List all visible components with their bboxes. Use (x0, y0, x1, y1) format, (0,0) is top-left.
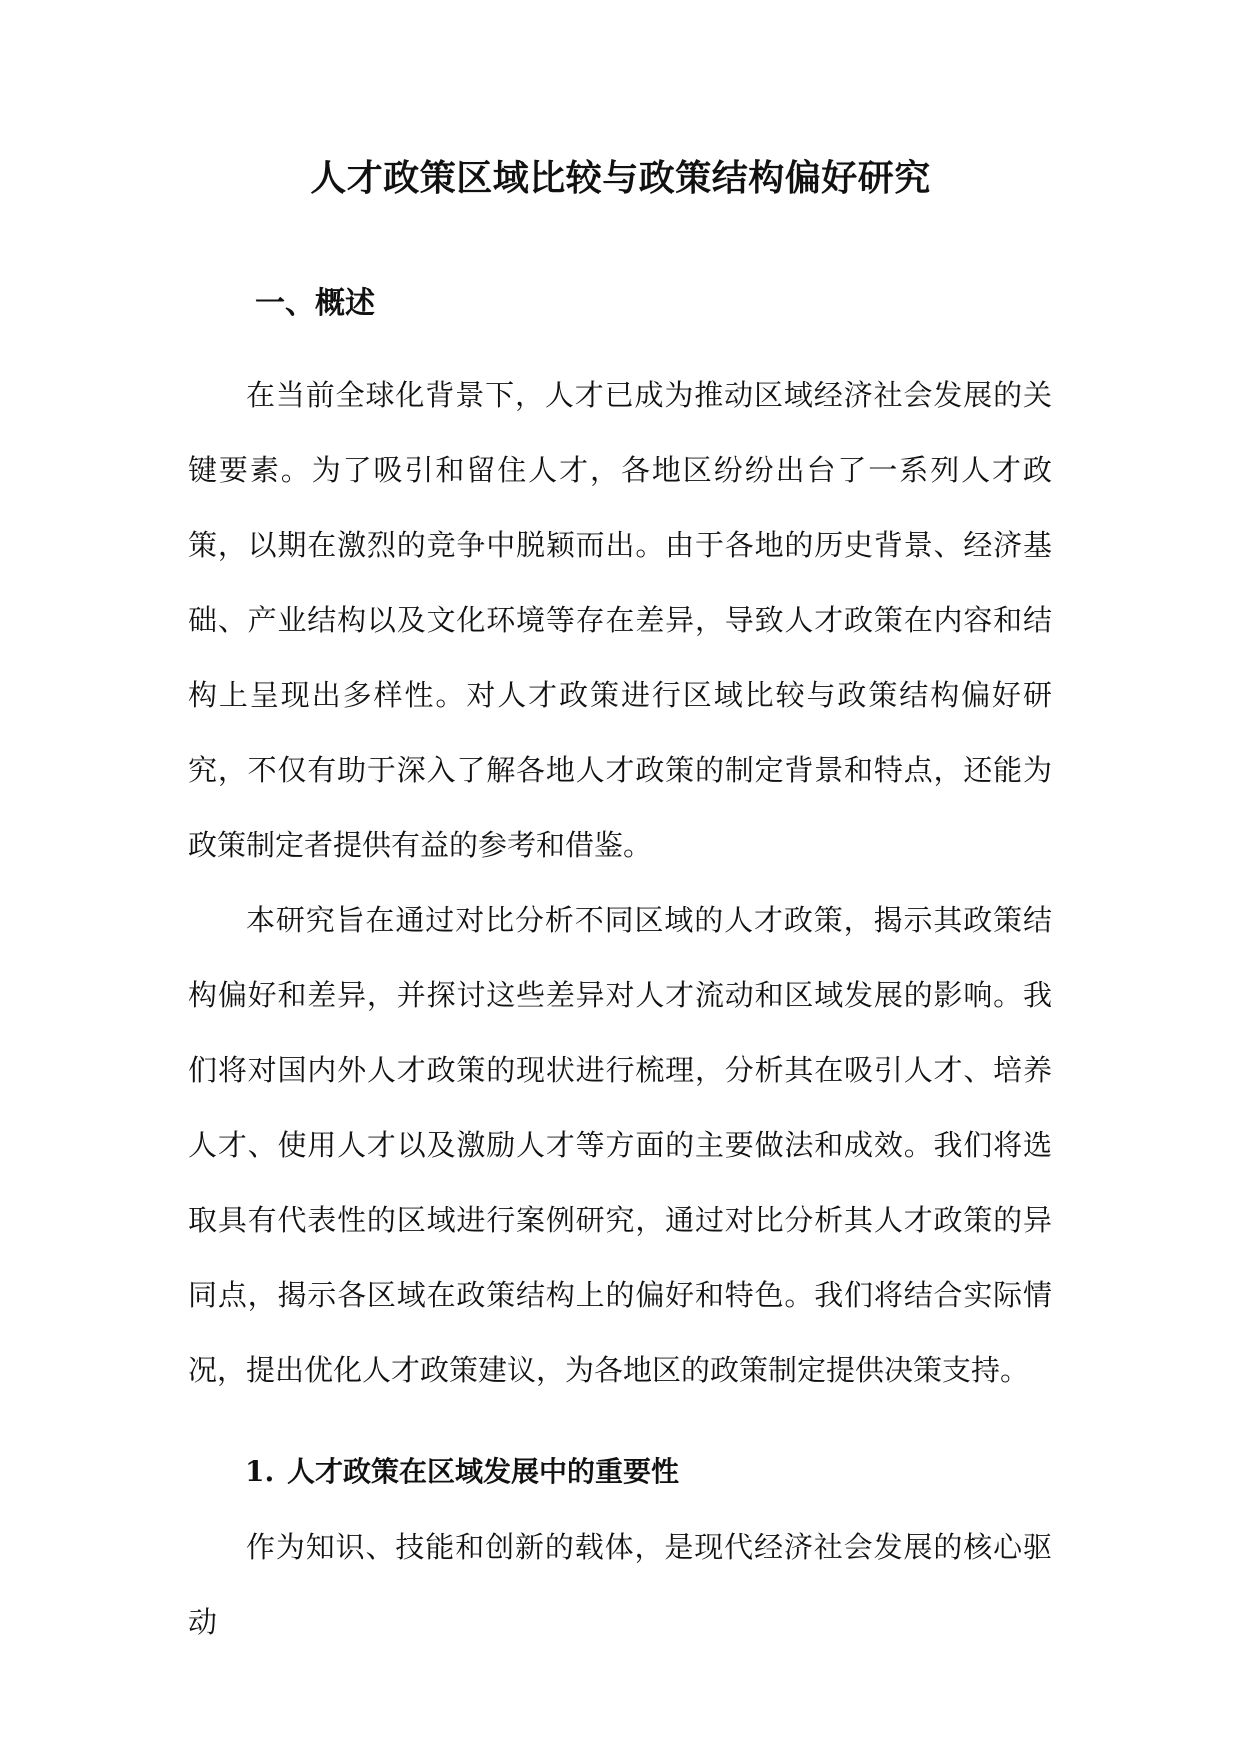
paragraph-research-aim: 本研究旨在通过对比分析不同区域的人才政策，揭示其政策结构偏好和差异，并探讨这些差异对人才流动和区域发展的影响。我们将对国内外人才政策的现状进行梳理，分析其在吸引人才、培养人才、使用人才以及激励人才等方面的主要做法和成效。我们将选取具有代表性的区域进行案例研究，通过对比分析其人才政策的异同点，揭示各区域在政策结构上的偏好和特色。我们将结合实际情况，提出优化人才政策建议，为各地区的政策制定提供决策支持。 (188, 903, 1052, 1387)
subsection-heading (245, 1448, 679, 1496)
subsection-number: 1. (245, 1455, 275, 1488)
paragraph-background: 在当前全球化背景下，人才已成为推动区域经济社会发展的关键要素。为了吸引和留住人才，各地区纷纷出台了一系列人才政策，以期在激烈的竞争中脱颖而出。由于各地的历史背景、经济基础、产业结构以及文化环境等存在差异，导致人才政策在内容和结构上呈现出多样性。对人才政策进行区域比较与政策结构偏好研究，不仅有助于深入了解各地人才政策的制定背景和特点，还能为政策制定者提供有益的参考和借鉴。 (188, 378, 1052, 862)
document-title: 人才政策区域比较与政策结构偏好研究 (310, 157, 931, 199)
paragraph-importance: 作为知识、技能和创新的载体，是现代经济社会发展的核心驱动 (188, 1530, 1052, 1639)
section-heading-overview: 一、概述 (255, 286, 375, 321)
subsection-title: 人才政策在区域发展中的重要性 (287, 1455, 680, 1488)
